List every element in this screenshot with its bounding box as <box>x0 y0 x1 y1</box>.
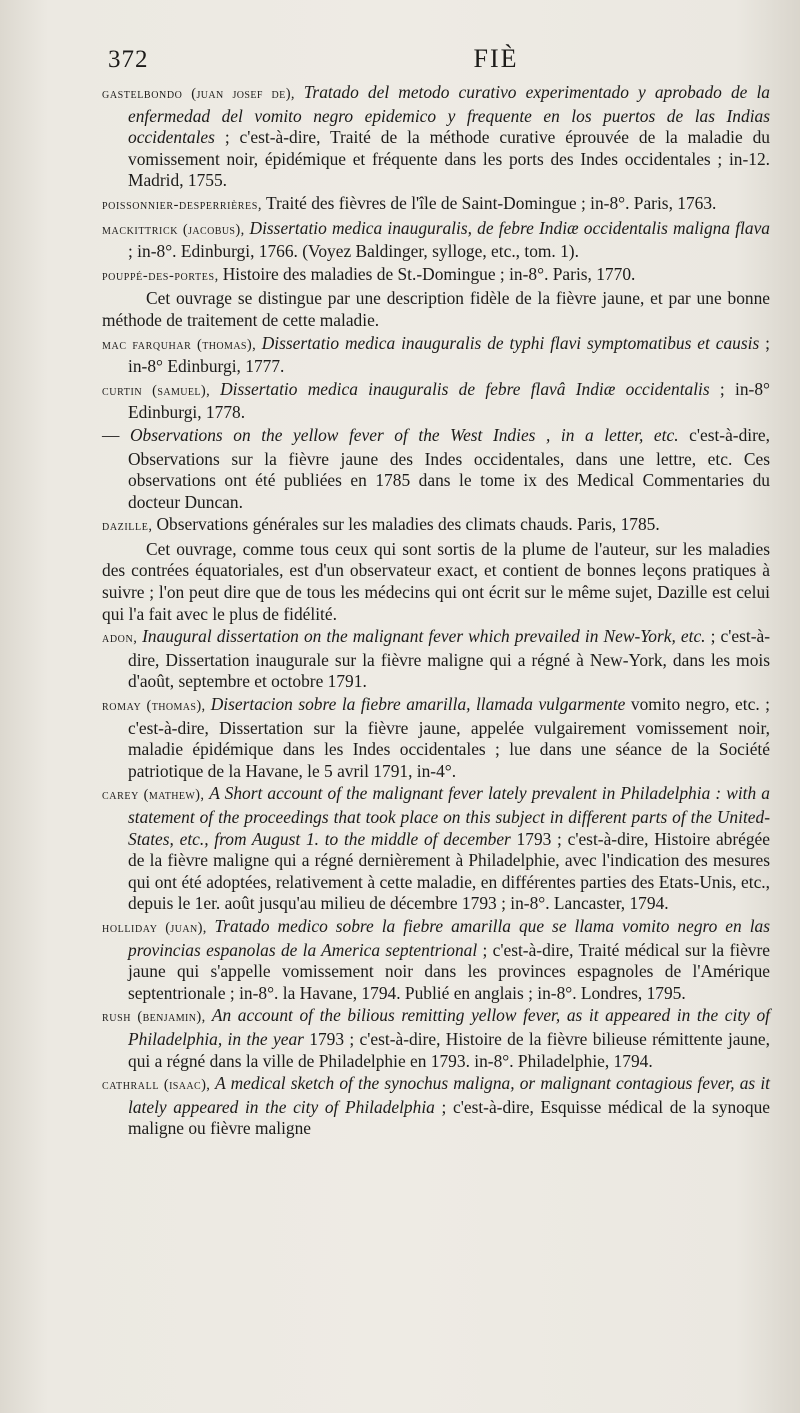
entry-author: mackittrick <box>102 221 179 238</box>
entry-author-note: (jacobus), <box>178 221 250 238</box>
entry-title: Disertacion sobre la fiebre amarilla, llamada vulgarmente <box>210 694 626 715</box>
entry-author: pouppé-des-portes <box>102 267 215 284</box>
entry-description: ; c'est-à-dire, Dissertation inaugurale sur la fièvre maligne qui a régné à New-York, dans les mois d'août, septembre et octobre 1791. <box>128 626 770 692</box>
entry-author-note: (samuel), <box>142 382 221 399</box>
bibliography-entry <box>102 193 770 217</box>
entry-description: c'est-à-dire, Observations sur la fièvre jaune des Indes occidentales, dans une lettre, etc. Ces observations ont été publiées en 1785 dans le tome ix des Medical Commentaries du docteur Duncan. <box>128 424 770 512</box>
entry-author-note: (juan josef de), <box>182 86 304 102</box>
entry-title: Dissertatio medica inauguralis de febre flavâ Indiæ occidentalis <box>220 378 710 399</box>
bibliography-entry <box>102 1073 770 1140</box>
page-number: 372 <box>108 46 149 73</box>
entry-author: dazille <box>102 518 149 535</box>
entry-author: holliday <box>102 919 158 936</box>
entry-title: An account of the bilious remitting yellow fever, as it appeared in the city of Philadelphia, in the year <box>128 1005 770 1049</box>
entry-title: A Short account of the malignant fever lately prevalent in Philadelphia : with a statement of the proceedings that took place on this subject in different parts of the United-States, etc., from August 1. to the middle of december <box>128 783 770 849</box>
entry-description: vomito negro, etc. ; c'est-à-dire, Dissertation sur la fièvre jaune, appelée vulgairement vomissement noir, maladie épidémique dans les Indes occidentales ; lue dans une séance de la Société patriotique de la Havane, le 5 avril 1791, in-4°. <box>128 694 770 781</box>
bibliography-entry <box>102 333 770 378</box>
bibliography-entries <box>102 82 770 1140</box>
entry-author: cathrall <box>102 1077 160 1094</box>
entry-author-note: (thomas), <box>141 698 211 715</box>
bibliography-entry <box>102 694 770 782</box>
entry-author-note: , <box>133 630 143 647</box>
entry-title: Observations on the yellow fever of the West Indies , in a letter, etc. <box>129 424 679 445</box>
bibliography-entry <box>102 626 770 693</box>
entry-author: romay <box>102 698 142 715</box>
entry-description: ; c'est-à-dire, Traité médical sur la fièvre jaune qui s'appelle vomissement noir dans les provinces espagnoles de l'Amérique septentrionale ; in-8°. la Havane, 1794. Publié en anglais ; in-8°. Londres, 1795. <box>128 939 771 1003</box>
entry-title: Dissertatio medica inauguralis, de febre Indiæ occidentalis maligna flava <box>249 217 770 238</box>
entry-description: Traité des fièvres de l'île de Saint-Domingue ; in-8°. Paris, 1763. <box>265 192 717 213</box>
entry-title: A medical sketch of the synochus maligna, or malignant contagious fever, as it lately appeared in the city of Philadelphia <box>128 1073 770 1117</box>
entry-author-note: , <box>214 267 223 284</box>
entry-description: 1793 ; c'est-à-dire, Histoire de la fièvre bilieuse rémittente jaune, qui a régné dans la ville de Philadelphie en 1793. in-8°. Philadelphie, 1794. <box>128 1028 770 1071</box>
bibliography-entry <box>102 1005 770 1072</box>
entry-author: gastelbondo <box>102 86 183 102</box>
entry-description: ; in-8° Edinburgi, 1778. <box>128 378 770 423</box>
entry-author: mac farquhar <box>102 336 192 353</box>
entry-description: ; in-8° Edinburgi, 1777. <box>128 332 770 377</box>
entry-description: ; in-8°. Edinburgi, 1766. (Voyez Baldinger, sylloge, etc., tom. 1). <box>128 241 579 262</box>
entry-author-note: , <box>257 196 266 213</box>
bibliography-entry <box>102 425 770 513</box>
bibliography-entry <box>102 264 770 288</box>
entry-dash: — <box>102 424 130 445</box>
entry-title: Dissertatio medica inauguralis de typhi flavi symptomatibus et causis <box>261 332 760 353</box>
bibliography-entry <box>102 218 770 263</box>
entry-author: rush <box>102 1009 132 1026</box>
entry-author-note: , <box>148 518 157 535</box>
commentary-paragraph: Cet ouvrage, comme tous ceux qui sont sortis de la plume de l'auteur, sur les maladies des contrées équatoriales, est d'un observateur exact, et contient de bonnes leçons pratiques à suivre ; l'on peut dire que de tous les médecins qui ont écrit sur le même sujet, Dazille est celui qui l'a fait avec le plus de fidélité. <box>102 538 770 624</box>
entry-author: poissonnier-desperrières <box>102 196 258 213</box>
entry-description: Observations générales sur les maladies des climats chauds. Paris, 1785. <box>156 514 660 535</box>
page-header <box>102 42 770 82</box>
entry-author: adon <box>102 630 134 647</box>
entry-author: carey <box>102 787 139 804</box>
entry-title: Tratado medico sobre la fiebre amarilla que se llama vomito negro en las provincias espanolas de la America septentrional <box>128 915 770 960</box>
entry-title: Tratado del metodo curativo experimentado y aprobado de la enfermedad del vomito negro epidemico y frequente en los puertos de las Indias occidentales <box>128 82 770 148</box>
bibliography-entry <box>102 514 770 538</box>
entry-description: ; c'est-à-dire, Esquisse médical de la synoque maligne ou fièvre maligne <box>128 1096 770 1139</box>
entry-description: 1793 ; c'est-à-dire, Histoire abrégée de la fièvre maligne qui a régné dernièrement à Philadelphie, avec l'indication des mesures qui ont été adoptées, relativement à cette maladie, en différentes parties des Etats-Unis, etc., depuis le 1er. août jusqu'au milieu de décembre 1793 ; in-8°. Lancaster, 1794. <box>128 828 770 914</box>
entry-author-note: (mathew), <box>138 787 210 804</box>
entry-description: ; c'est-à-dire, Traité de la méthode curative éprouvée de la maladie du vomissement noir, épidémique et fréquente dans les ports des Indes occidentales ; in-12. Madrid, 1755. <box>128 127 770 191</box>
entry-title: Inaugural dissertation on the malignant fever which prevailed in New-York, etc. <box>142 626 706 647</box>
entry-author: curtin <box>102 382 143 399</box>
bibliography-entry <box>102 82 770 192</box>
bibliography-entry <box>102 783 770 915</box>
running-head: FIÈ <box>473 44 519 73</box>
entry-author-note: (juan), <box>157 919 215 936</box>
entry-author-note: (thomas), <box>191 336 262 353</box>
bibliography-entry <box>102 379 770 424</box>
entry-author-note: (benjamin), <box>131 1009 212 1026</box>
entry-description: Histoire des maladies de St.-Domingue ; in-8°. Paris, 1770. <box>222 263 636 284</box>
commentary-paragraph: Cet ouvrage se distingue par une description fidèle de la fièvre jaune, et par une bonne méthode de traitement de cette maladie. <box>102 288 770 330</box>
bibliography-entry <box>102 916 770 1004</box>
entry-author-note: (isaac), <box>159 1077 216 1094</box>
